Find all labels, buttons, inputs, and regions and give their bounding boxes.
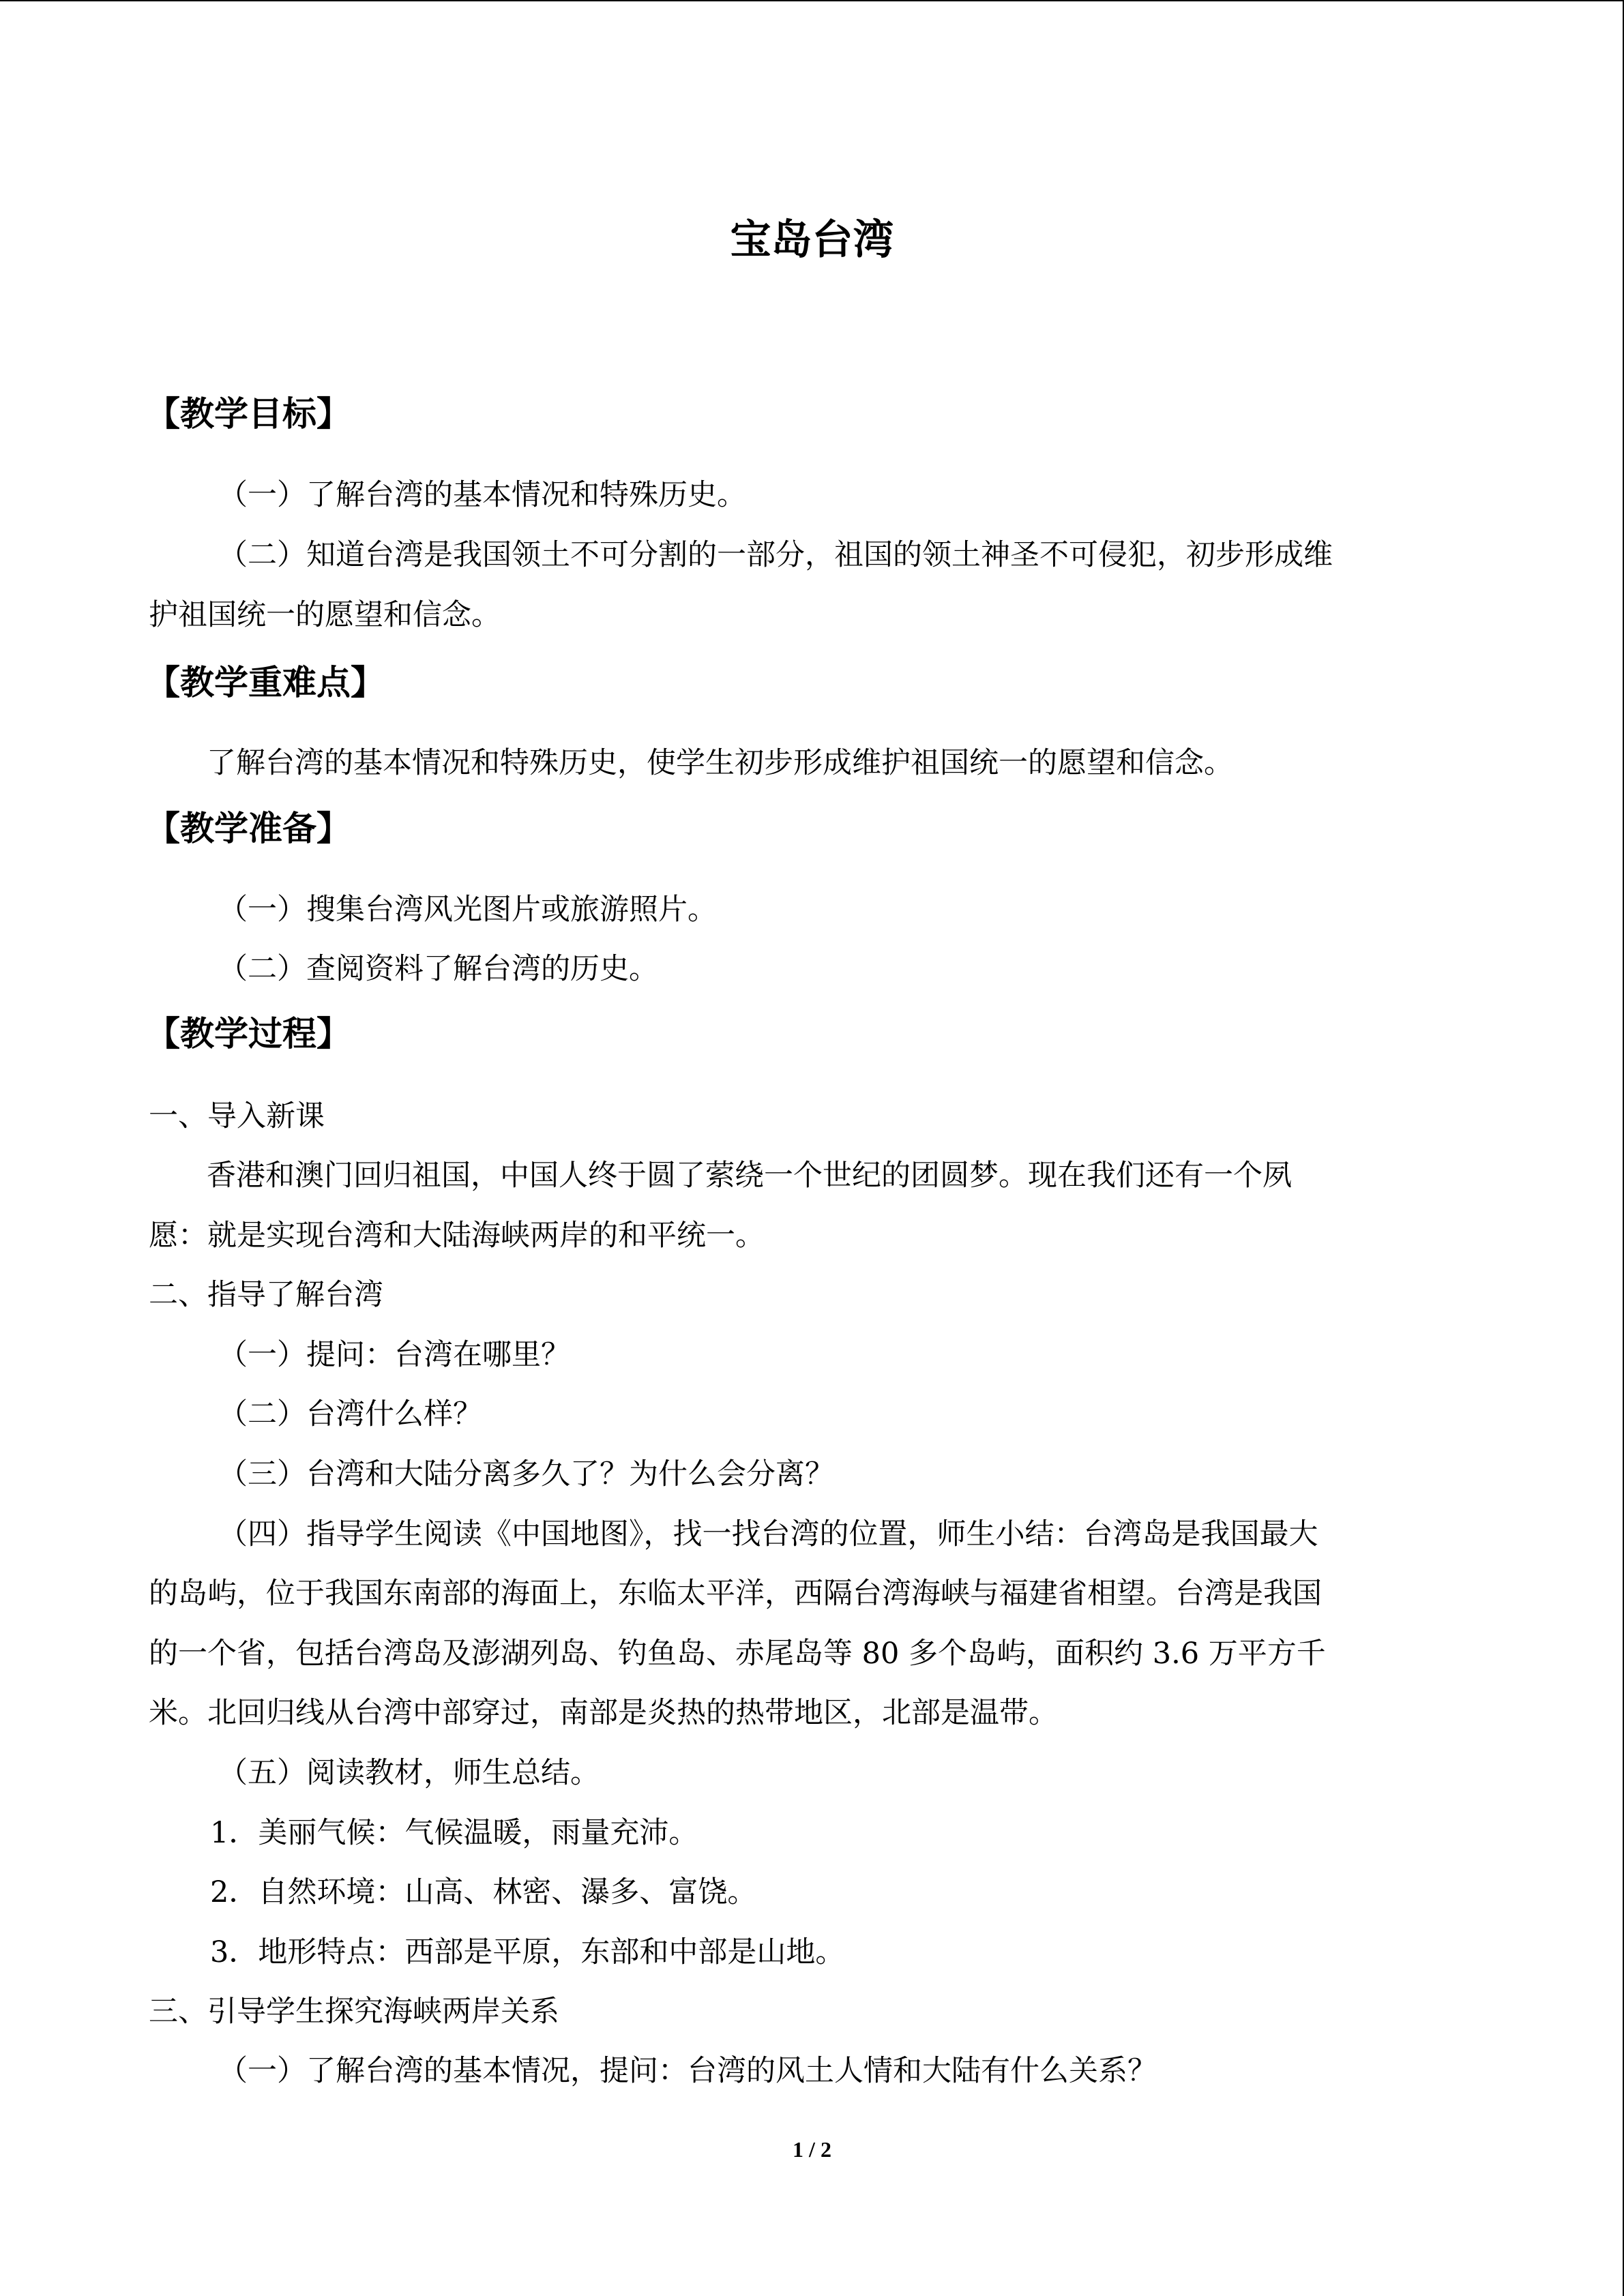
heading-objectives: 【教学目标】 — [146, 394, 351, 434]
objectives-item-2-line-1: （二）知道台湾是我国领土不可分割的一部分，祖国的领土神圣不可侵犯，初步形成维 — [218, 538, 1333, 572]
preparation-item-2: （二）查阅资料了解台湾的历史。 — [218, 952, 658, 986]
objectives-item-2-line-2: 护祖国统一的愿望和信念。 — [149, 598, 501, 632]
process-section-2-title: 二、指导了解台湾 — [149, 1278, 383, 1312]
process-section-3-title: 三、引导学生探究海峡两岸关系 — [149, 1995, 559, 2029]
process-section-2-paragraph-4-line-4: 米。北回归线从台湾中部穿过，南部是炎热的热带地区，北部是温带。 — [149, 1696, 1058, 1730]
process-section-2-question-3: （三）台湾和大陆分离多久了？为什么会分离？ — [218, 1457, 834, 1491]
process-section-1-paragraph-line-1: 香港和澳门回归祖国，中国人终于圆了萦绕一个世纪的团圆梦。现在我们还有一个夙 — [207, 1159, 1292, 1193]
process-section-2-paragraph-4-line-1: （四）指导学生阅读《中国地图》，找一找台湾的位置，师生小结：台湾岛是我国最大 — [218, 1517, 1318, 1551]
objectives-item-1: （一）了解台湾的基本情况和特殊历史。 — [218, 478, 746, 512]
heading-key-points: 【教学重难点】 — [146, 663, 385, 702]
heading-preparation: 【教学准备】 — [146, 809, 351, 848]
heading-process: 【教学过程】 — [146, 1014, 351, 1054]
page-title: 宝岛台湾 — [730, 216, 894, 264]
process-section-2-paragraph-4-line-3: 的一个省，包括台湾岛及澎湖列岛、钓鱼岛、赤尾岛等 80 多个岛屿，面积约 3.6 万平方千 — [149, 1637, 1326, 1671]
process-section-2-paragraph-4-line-2: 的岛屿，位于我国东南部的海面上，东临太平洋，西隔台湾海峡与福建省相望。台湾是我国 — [149, 1577, 1322, 1611]
process-section-2-paragraph-5: （五）阅读教材，师生总结。 — [218, 1756, 600, 1790]
process-section-2-question-1: （一）提问：台湾在哪里？ — [218, 1338, 570, 1372]
process-section-3-paragraph-1: （一）了解台湾的基本情况，提问：台湾的风土人情和大陆有什么关系？ — [218, 2054, 1157, 2088]
key-points-paragraph: 了解台湾的基本情况和特殊历史，使学生初步形成维护祖国统一的愿望和信念。 — [207, 746, 1233, 780]
page-number: 1 / 2 — [793, 2137, 831, 2162]
preparation-item-1: （一）搜集台湾风光图片或旅游照片。 — [218, 893, 717, 927]
process-section-2-list-item-3: 3．地形特点：西部是平原，东部和中部是山地。 — [210, 1935, 845, 1969]
process-section-1-title: 一、导入新课 — [149, 1099, 325, 1133]
process-section-2-list-item-2: 2．自然环境：山高、林密、瀑多、富饶。 — [210, 1875, 757, 1909]
process-section-1-paragraph-line-2: 愿：就是实现台湾和大陆海峡两岸的和平统一。 — [149, 1219, 765, 1253]
process-section-2-question-2: （二）台湾什么样？ — [218, 1397, 482, 1431]
process-section-2-list-item-1: 1．美丽气候：气候温暖，雨量充沛。 — [210, 1816, 698, 1850]
